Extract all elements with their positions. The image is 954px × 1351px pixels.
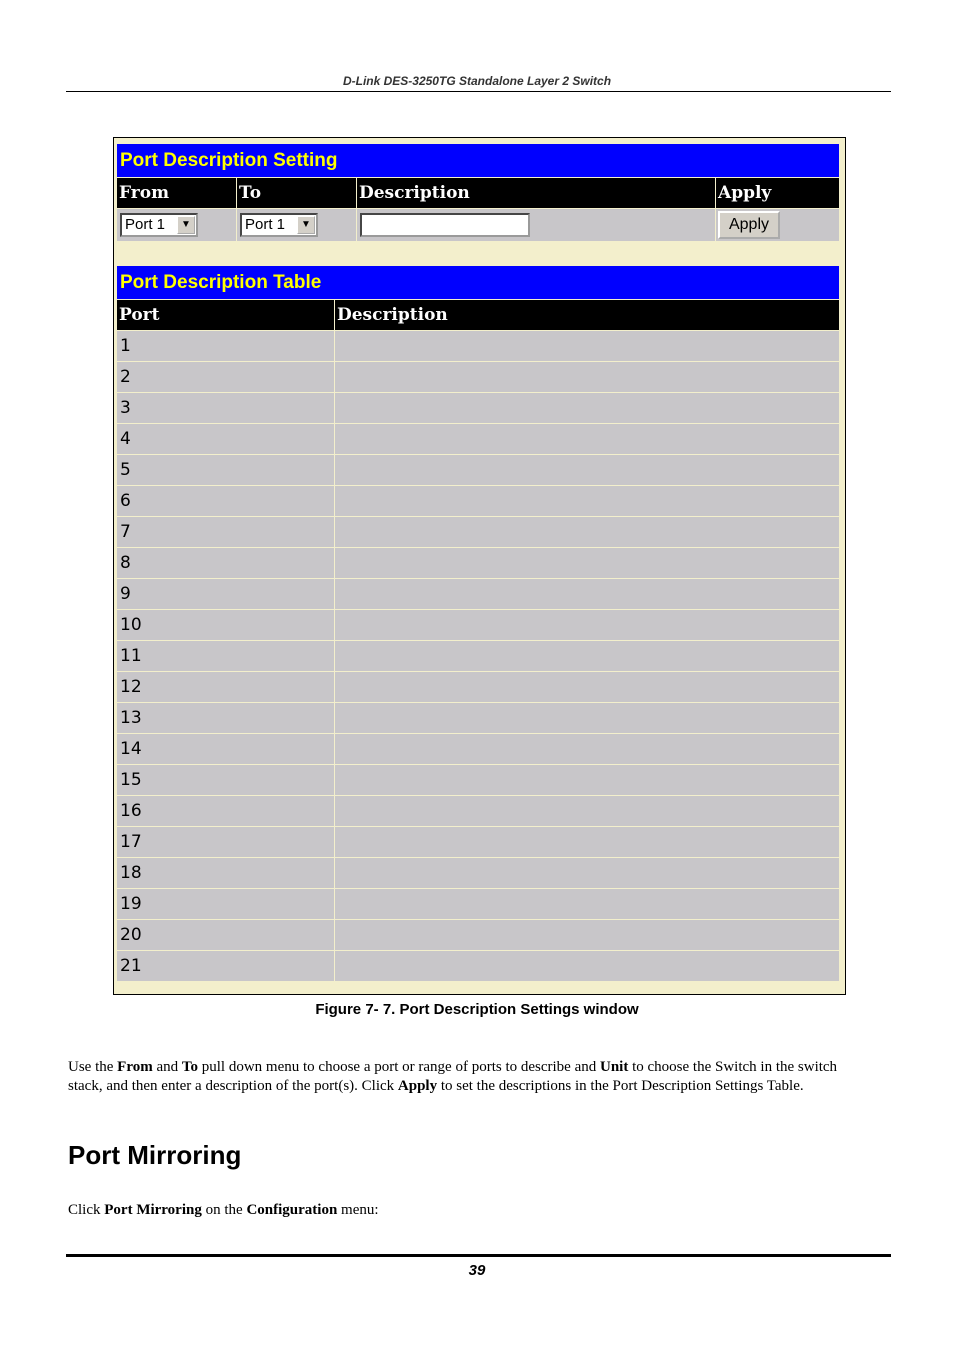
port-cell: 7: [117, 517, 335, 547]
text: on the: [201, 1202, 247, 1218]
from-select-value: Port 1: [125, 216, 166, 233]
text: to choose the Switch in the switch stack, and then enter a description of the port(s). Click: [68, 1059, 838, 1094]
table-row: [117, 733, 839, 764]
text: pull down menu to choose a port or range of ports to describe and: [198, 1059, 600, 1075]
description-cell: [335, 610, 839, 640]
header-rule: [66, 91, 891, 92]
description-cell: [335, 455, 839, 485]
port-cell: 8: [117, 548, 335, 578]
col-from: From: [117, 178, 237, 208]
table-row: [117, 578, 839, 609]
description-cell: [335, 796, 839, 826]
port-cell: 6: [117, 486, 335, 516]
page-number: 39: [468, 1262, 486, 1279]
from-cell: [117, 209, 237, 241]
setting-input-row: [117, 208, 839, 241]
description-cell: [335, 362, 839, 392]
table-row: [117, 361, 839, 392]
port-cell: 13: [117, 703, 335, 733]
description-cell: [335, 517, 839, 547]
footer-rule: [66, 1254, 891, 1257]
text: and: [152, 1059, 182, 1075]
description-cell: [335, 424, 839, 454]
section-gap: [117, 241, 839, 266]
table-row: [117, 640, 839, 671]
port-cell: 16: [117, 796, 335, 826]
description-cell: [335, 889, 839, 919]
port-cell: 12: [117, 672, 335, 702]
table-row: [117, 795, 839, 826]
col-to: To: [237, 178, 357, 208]
table-row: [117, 764, 839, 795]
port-description-window: [113, 137, 846, 995]
description-input[interactable]: [360, 213, 530, 237]
description-cell: [357, 209, 716, 241]
from-select[interactable]: [120, 213, 198, 237]
description-cell: [335, 734, 839, 764]
bold-text: Configuration: [246, 1202, 338, 1218]
to-select-value: Port 1: [245, 216, 286, 233]
description-cell: [335, 579, 839, 609]
port-cell: 2: [117, 362, 335, 392]
table-row: [117, 454, 839, 485]
port-cell: 18: [117, 858, 335, 888]
description-cell: [335, 951, 839, 981]
running-header: D-Link DES-3250TG Standalone Layer 2 Switch: [342, 74, 612, 88]
bold-text: Apply: [397, 1077, 438, 1094]
bold-text: Unit: [600, 1059, 629, 1075]
text: Use the: [68, 1059, 118, 1075]
table-row: [117, 919, 839, 950]
port-cell: 15: [117, 765, 335, 795]
port-cell: 1: [117, 331, 335, 361]
port-cell: 11: [117, 641, 335, 671]
port-cell: 5: [117, 455, 335, 485]
table-row: [117, 857, 839, 888]
table-row: [117, 671, 839, 702]
setting-header-row: [117, 178, 839, 208]
description-cell: [335, 858, 839, 888]
table-row: [117, 702, 839, 733]
port-cell: 10: [117, 610, 335, 640]
chevron-down-icon[interactable]: ▼: [297, 216, 315, 234]
port-cell: 20: [117, 920, 335, 950]
table-row: [117, 826, 839, 857]
body-paragraph: [68, 1058, 868, 1095]
description-cell: [335, 765, 839, 795]
col-apply: Apply: [718, 183, 772, 203]
port-cell: 9: [117, 579, 335, 609]
bold-text: Port Mirroring: [104, 1202, 202, 1218]
table-row: [117, 330, 839, 361]
bold-text: From: [117, 1059, 153, 1075]
description-cell: [335, 703, 839, 733]
description-cell: [335, 920, 839, 950]
apply-cell: [716, 209, 839, 241]
table-row: [117, 423, 839, 454]
text: to set the descriptions in the Port Description Settings Table.: [437, 1077, 804, 1094]
table-row: [117, 888, 839, 919]
port-cell: 3: [117, 393, 335, 423]
table-row: [117, 516, 839, 547]
bold-text: To: [181, 1059, 199, 1075]
table-row: [117, 547, 839, 578]
description-cell: [335, 486, 839, 516]
port-cell: 14: [117, 734, 335, 764]
section-title: Port Mirroring: [68, 1140, 242, 1170]
description-cell: [335, 672, 839, 702]
figure-caption: Figure 7- 7. Port Description Settings window: [315, 1001, 639, 1018]
description-cell: [335, 393, 839, 423]
table-title: Port Description Table: [117, 266, 839, 300]
text: menu:: [337, 1202, 379, 1218]
description-cell: [335, 548, 839, 578]
description-cell: [335, 827, 839, 857]
chevron-down-icon[interactable]: ▼: [177, 216, 195, 234]
table-row: [117, 609, 839, 640]
col-port: Port: [117, 300, 335, 330]
table-header-row: [117, 300, 839, 330]
table-body: [117, 330, 839, 981]
port-cell: 21: [117, 951, 335, 981]
port-cell: 4: [117, 424, 335, 454]
col-description: Description: [357, 178, 716, 208]
to-select[interactable]: [240, 213, 318, 237]
table-row: [117, 485, 839, 516]
apply-button[interactable]: Apply: [718, 211, 780, 239]
col-port-description: Description: [337, 305, 448, 325]
port-cell: 17: [117, 827, 335, 857]
text: Click: [68, 1202, 105, 1218]
table-row: [117, 950, 839, 981]
body-paragraph-2: [68, 1202, 379, 1219]
description-cell: [335, 641, 839, 671]
setting-title: Port Description Setting: [117, 144, 839, 178]
port-cell: 19: [117, 889, 335, 919]
table-row: [117, 392, 839, 423]
description-cell: [335, 331, 839, 361]
to-cell: [237, 209, 357, 241]
